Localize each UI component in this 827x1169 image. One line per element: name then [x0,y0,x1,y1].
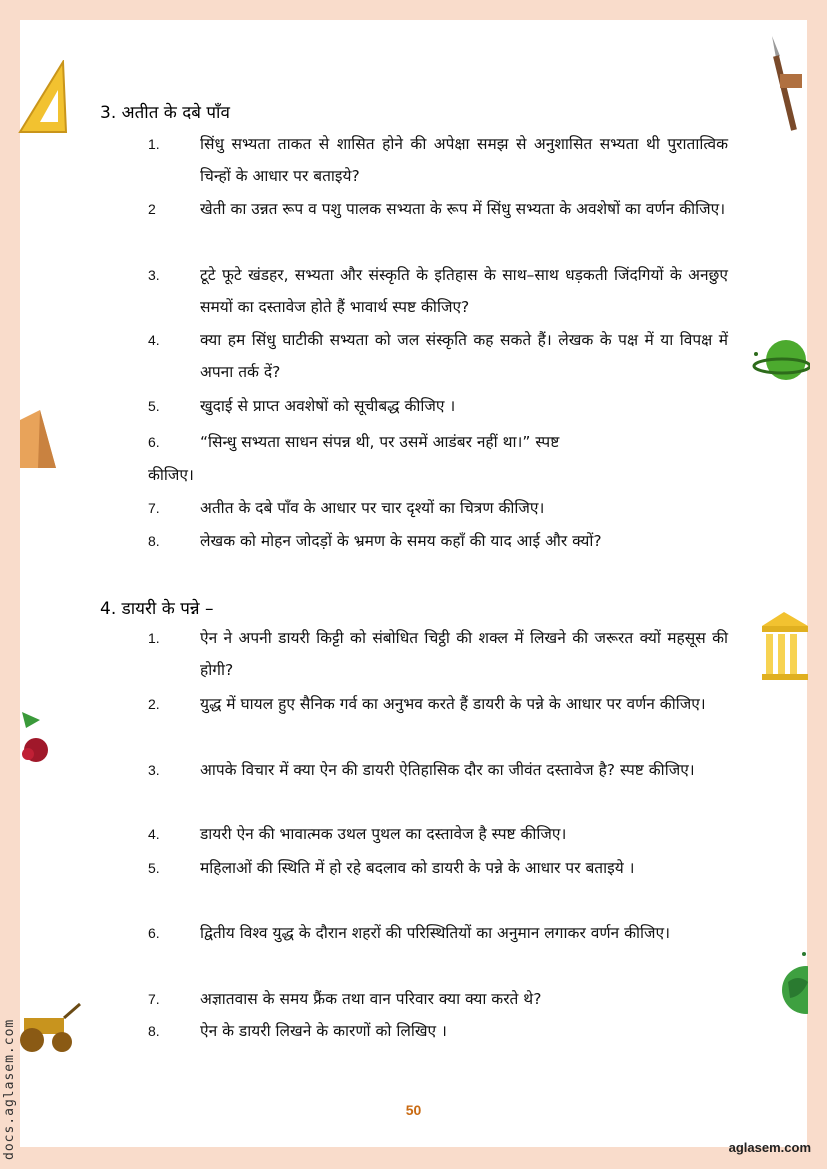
question-number: 3. [148,762,160,778]
question-number: 5. [148,860,160,876]
fruit-plant-icon [20,706,56,766]
question-number: 1. [148,630,160,646]
question-number: 4. [148,332,160,348]
list-item [148,852,728,884]
list-item [148,754,728,786]
question-text: “सिन्धु सभ्यता साधन संपन्न थी, पर उसमें आडंबर नहीं था।” स्पष्ट [200,433,560,451]
question-number: 4. [148,826,160,842]
list-item [148,492,728,524]
question-number: 6. [148,925,160,941]
question-number: 2. [148,696,160,712]
question-continuation [148,459,448,491]
question-text: लेखक को मोहन जोदड़ों के भ्रमण के समय कहाँ की याद आई और क्यों? [200,532,602,550]
list-item [148,324,728,388]
question-text: युद्ध में घायल हुए सैनिक गर्व का अनुभव करते हैं डायरी के पन्ने के आधार पर वर्णन कीजिए। [200,695,706,713]
question-text: ऐन ने अपनी डायरी किट्टी को संबोधित चिट्ठी की शक्ल में लिखने की जरूरत क्यों महसूस की होगी? [200,629,728,679]
question-text: अज्ञातवास के समय फ्रैंक तथा वान परिवार क्या क्या करते थे? [200,990,542,1008]
question-text: महिलाओं की स्थिति में हो रहे बदलाव को डायरी के पन्ने के आधार पर बताइये । [200,859,635,877]
question-text: खुदाई से प्राप्त अवशेषों को सूचीबद्ध कीजिए । [200,397,456,415]
list-item [148,525,728,557]
watermark-text: docs.aglasem.com [2,1018,17,1160]
spear-tools-icon [766,34,808,134]
section-title-4: 4. डायरी के पन्ने – [100,599,214,619]
question-number: 3. [148,267,160,283]
question-number: 8. [148,1023,160,1039]
question-text: आपके विचार में क्या ऐन की डायरी ऐतिहासिक दौर का जीवंत दस्तावेज है? स्पष्ट कीजिए। [200,761,695,779]
question-text: टूटे फूटे खंडहर, सभ्यता और संस्कृति के इतिहास के साथ–साथ धड़कती जिंदगियों के अनछुए समयों का दस्तावेज होते हैं भावार्थ स्पष्ट कीजिए? [200,266,728,316]
list-item [148,1015,728,1047]
brand-link[interactable]: aglasem.com [728,1140,811,1155]
question-number: 7. [148,500,160,516]
globe-icon [778,952,808,1016]
question-number: 7. [148,991,160,1007]
list-item [148,688,728,720]
list-item [148,426,728,458]
list-item [148,983,728,1015]
question-text: डायरी ऐन की भावात्मक उथल पुथल का दस्तावेज है स्पष्ट कीजिए। [200,825,567,843]
list-item [148,390,728,422]
question-text: खेती का उन्नत रूप व पशु पालक सभ्यता के रूप में सिंधु सभ्यता के अवशेषों का वर्णन कीजिए। [200,200,726,218]
question-number: 8. [148,533,160,549]
list-item [148,128,728,192]
list-item [148,259,728,323]
question-number: 5. [148,398,160,414]
question-text: क्या हम सिंधु घाटीकी सभ्यता को जल संस्कृति कह सकते हैं। लेखक के पक्ष में या विपक्ष में अपना तर्क दें? [200,331,728,381]
question-number: 1. [148,136,160,152]
planet-saturn-icon [752,336,810,384]
list-item [148,193,728,225]
question-text-continuation: कीजिए। [148,466,194,484]
greek-temple-icon [760,610,808,682]
question-text: अतीत के दबे पाँव के आधार पर चार दृश्यों का चित्रण कीजिए। [200,499,545,517]
question-text: सिंधु सभ्यता ताकत से शासित होने की अपेक्षा समझ से अनुशासित सभ्यता थी पुरातात्विक चिन्हों के आधार पर बताइये? [200,135,728,185]
list-item [148,622,728,686]
question-number: 6. [148,434,160,450]
ruler-triangle-icon [18,60,68,135]
list-item [148,917,728,949]
section-title-3: 3. अतीत के दबे पाँव [100,103,230,123]
chariot-icon [18,1000,82,1056]
pyramid-icon [20,410,58,470]
question-number: 2 [148,201,156,217]
question-text: द्वितीय विश्व युद्ध के दौरान शहरों की परिस्थितियों का अनुमान लगाकर वर्णन कीजिए। [200,924,670,942]
list-item [148,818,728,850]
question-text: ऐन के डायरी लिखने के कारणों को लिखिए । [200,1022,447,1040]
page-number: 50 [405,1102,422,1118]
